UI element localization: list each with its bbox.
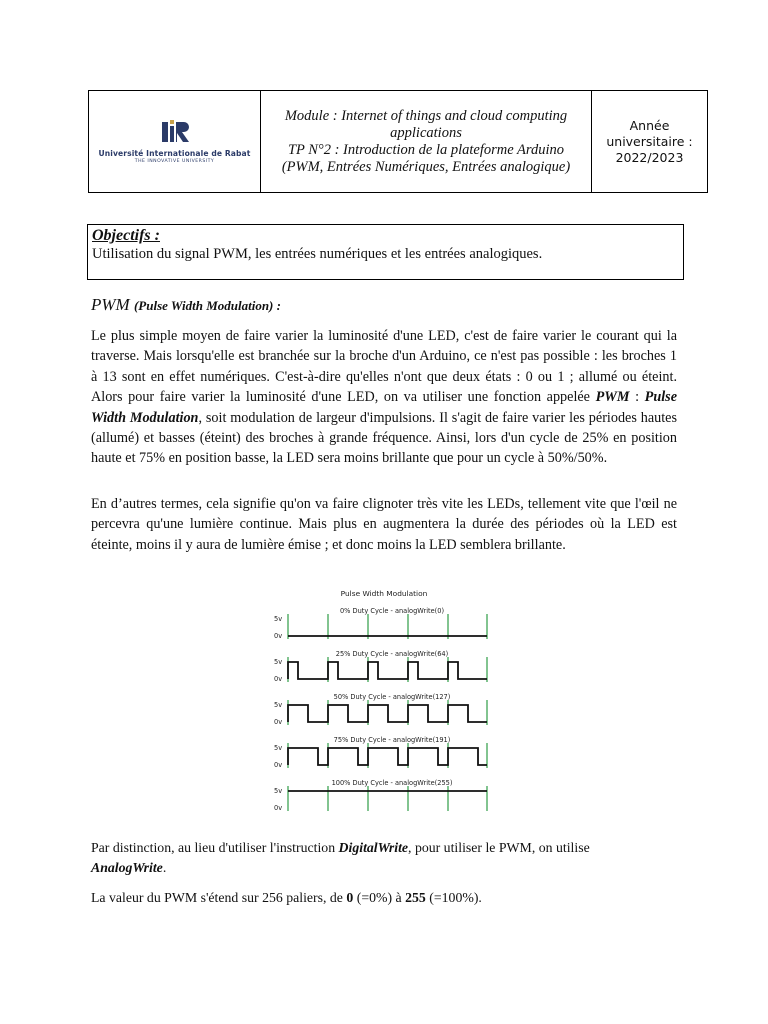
pwm-waveform [288,748,487,765]
pwm-diagram [270,585,498,822]
label-0v: 0v [274,632,283,640]
pwm-title-paren: (Pulse Width Modulation) : [133,298,281,313]
distinction-b: , pour utiliser le PWM, on utilise [408,840,590,855]
year-value: 2022/2023 [615,149,684,165]
pwm-figure [270,585,498,822]
duty-cycle-caption: 25% Duty Cycle - analogWrite(64) [335,650,449,658]
year-label-line2: universitaire : [606,133,693,149]
label-5v: 5v [274,615,283,623]
objectives-box [87,224,684,280]
para1-pwm-full: Pulse Width Modulation [91,389,677,426]
pwm-waveform [288,662,487,679]
label-0v: 0v [274,718,283,726]
module-title-line1: Module : Internet of things and cloud computing [284,107,568,124]
university-logo [89,91,261,192]
pwm-title-main: PWM [91,295,130,314]
label-0v: 0v [274,761,283,769]
label-5v: 5v [274,701,283,709]
document-header [88,90,708,193]
label-5v: 5v [274,658,283,666]
distinction-text [91,838,677,878]
figure-title: Pulse Width Modulation [340,589,428,598]
duty-cycle-caption: 0% Duty Cycle - analogWrite(0) [339,607,445,615]
para1-text-b: , soit modulation de largeur d'impulsions. Il s'agit de faire varier les périodes hautes (allumé) et basses (éteint) des broches à grande fréquence. Ainsi, lors d'un cycle de 25% en position haute et 75% en position basse, la LED sera moins brillante que pour un cycle à 50%/50%. [91,409,677,467]
range-zero: 0 [346,890,354,905]
label-5v: 5v [274,787,283,795]
academic-year [592,91,707,192]
duty-cycle-caption: 75% Duty Cycle - analogWrite(191) [333,736,451,744]
pwm-section-title [91,295,281,315]
uir-logo-icon [160,119,190,145]
range-a: La valeur du PWM s'étend sur 256 paliers, de [91,890,347,905]
paragraph-explanation: En d’autres termes, cela signifie qu'on va faire clignoter très vite les LEDs, tellement vite que l'œil ne percevra qu'une lumière continue. Mais plus en augmentera la durée des périodes où la LED est éteinte, moins il y aura de lumière émise ; et donc moins la LED semblera brillante. [91,496,677,553]
paragraph-intro [91,326,677,469]
duty-cycle-caption: 50% Duty Cycle - analogWrite(127) [333,693,451,701]
para1-pwm: PWM [595,389,630,406]
pwm-waveform [288,705,487,722]
label-5v: 5v [274,744,283,752]
module-title-line2: applications [390,124,462,141]
logo-tagline: THE INNOVATIVE UNIVERSITY [134,159,215,164]
digitalwrite-term: DigitalWrite [338,840,409,855]
logo-name: Université Internationale de Rabat [98,149,251,158]
objectives-text: Utilisation du signal PWM, les entrées numériques et les entrées analogiques. [92,246,543,262]
distinction-end: . [162,860,167,875]
year-label-line1: Année [629,117,670,133]
objectives-title: Objectifs : [92,227,160,244]
para1-sep: : [629,389,645,406]
analogwrite-term: AnalogWrite [91,860,163,875]
duty-cycle-caption: 100% Duty Cycle - analogWrite(255) [331,779,453,787]
pwm-range-text [91,888,482,908]
range-max: 255 [405,890,426,905]
label-0v: 0v [274,804,283,812]
range-c: (=100%). [425,890,482,905]
label-0v: 0v [274,675,283,683]
range-b: (=0%) à [353,890,406,905]
distinction-a: Par distinction, au lieu d'utiliser l'instruction [91,840,339,855]
module-info [261,91,592,192]
para1-text-a: Le plus simple moyen de faire varier la luminosité d'une LED, c'est de faire varier le courant qui la traverse. Mais lorsqu'elle est branchée sur la broche d'un Arduino, ce n'est pas possible : les broches 1 à 13 sont en effet numériques. C'est-à-dire qu'elles n'ont que deux états : 0 ou 1 ; allumé ou éteint. Alors pour faire varier la luminosité d'une LED, on va utiliser une fonction appelée [91,328,677,406]
tp-subtitle: (PWM, Entrées Numériques, Entrées analogique) [281,158,571,175]
tp-title: TP N°2 : Introduction de la plateforme Arduino [287,141,565,158]
